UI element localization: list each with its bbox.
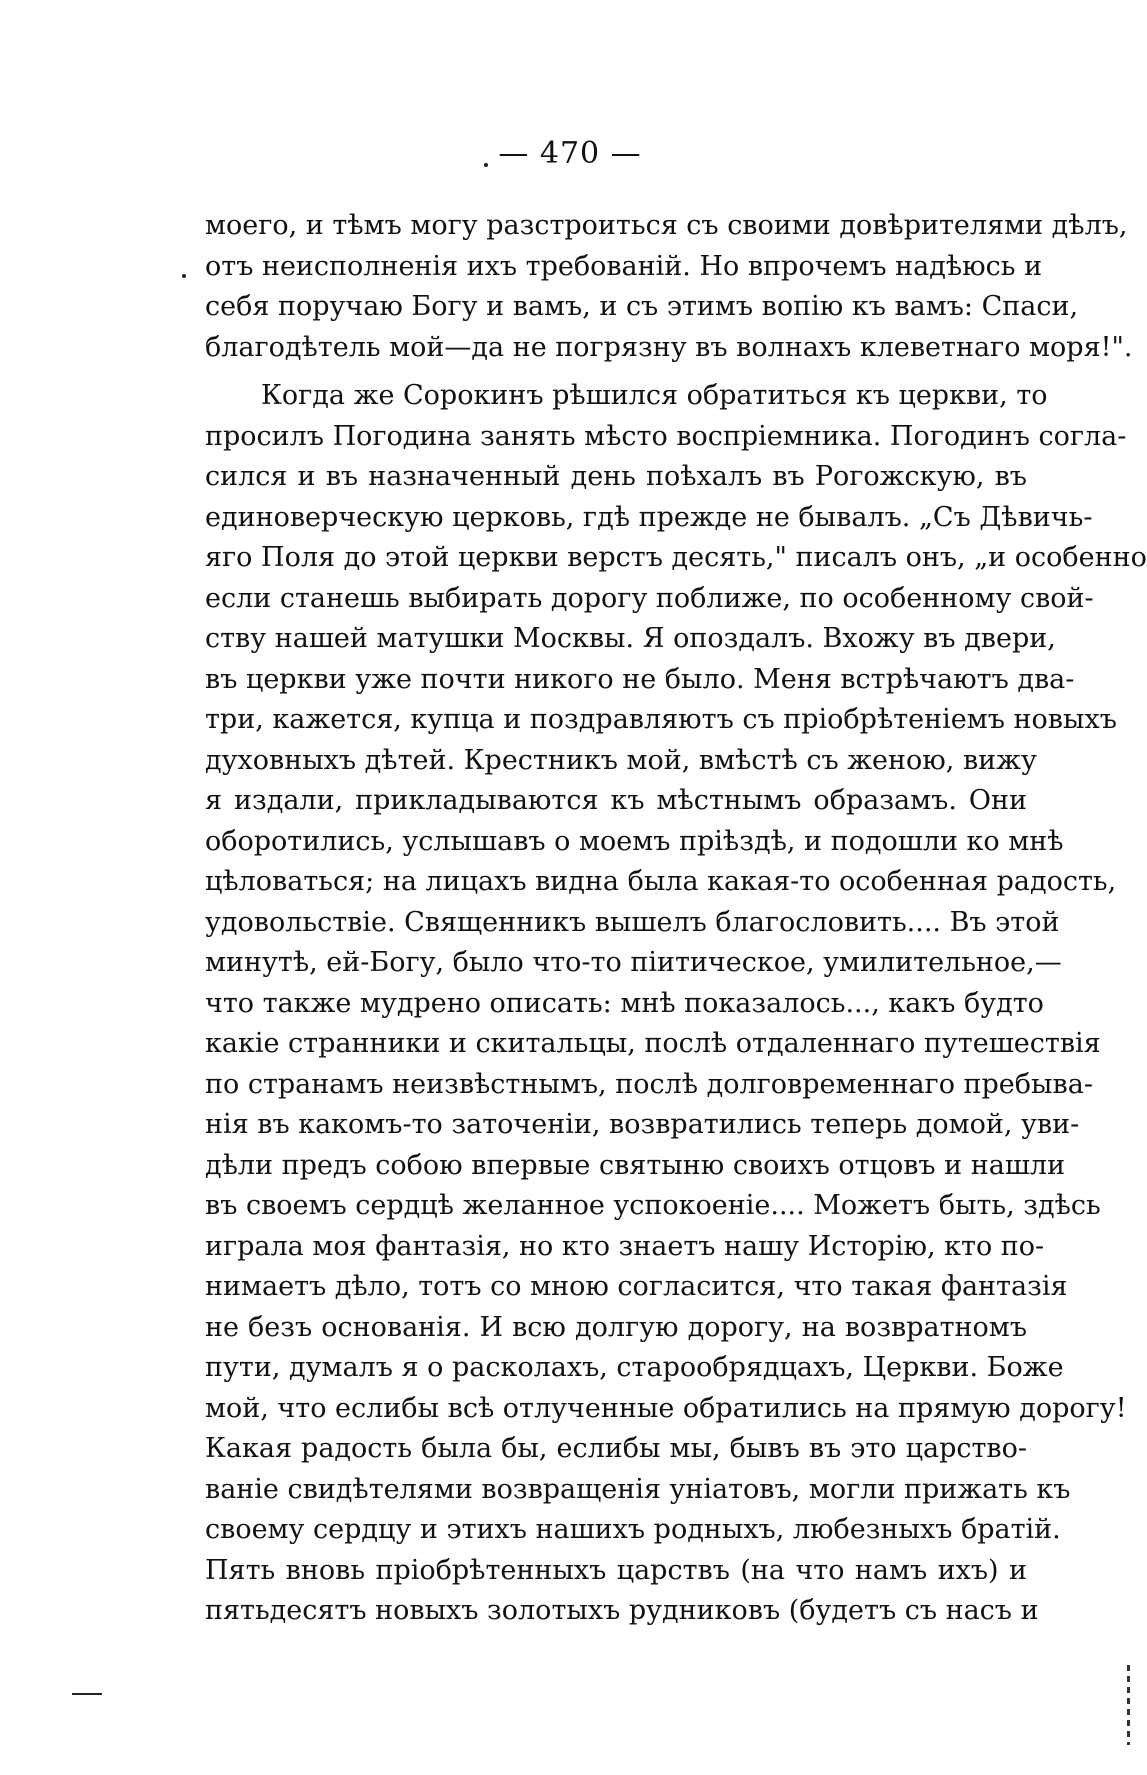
text-line: въ церкви уже почти никого не было. Меня встрѣчаютъ два- [205,663,1075,695]
text-line: сился и въ назначенный день поѣхалъ въ Рогожскую, въ [205,461,1027,492]
body-text [205,206,1147,1632]
text-line: ству нашей матушки Москвы. Я опоздалъ. Вхожу въ двери, [205,623,1056,654]
edge-binding-mark [1127,1665,1130,1745]
text-line: я издали, прикладываются къ мѣстнымъ образамъ. Они [205,785,1027,816]
text-line: дѣли предъ собою впервые святыню своихъ отцовъ и нашли [205,1149,1066,1181]
text-line: что также мудрено описать: мнѣ показалось..., какъ будто [205,987,1044,1019]
text-line: отъ неисполненія ихъ требованій. Но впрочемъ надѣюсь и [205,250,1043,282]
text-line: оборотились, услышавъ о моемъ пріѣздѣ, и подошли ко мнѣ [205,825,1064,857]
text-line: единоверческую церковь, гдѣ прежде не бывалъ. „Съ Дѣвичь- [205,501,1093,533]
text-line: пятьдесятъ новыхъ золотыхъ рудниковъ (будетъ съ насъ и [205,1595,1039,1626]
text-line: благодѣтель мой—да не погрязну въ волнахъ клеветнаго моря!". [205,331,1133,363]
text-line: нимаетъ дѣло, тотъ со мною согласится, что такая фантазія [205,1271,1068,1302]
text-line: ваніе свидѣтелями возвращенія уніатовъ, могли прижать къ [205,1473,1071,1505]
paragraph-gap [205,368,1027,376]
text-line: по странамъ неизвѣстнымъ, послѣ долговременнаго пребыва- [205,1068,1093,1100]
stray-dot-mark [182,274,186,278]
text-line: духовныхъ дѣтей. Крестникъ мой, вмѣстѣ съ женою, вижу [205,744,1037,776]
text-line: яго Поля до этой церкви верстъ десять," писалъ онъ, „и особенно [205,542,1147,573]
text-line: моего, и тѣмъ могу разстроиться съ своими довѣрителями дѣлъ, [205,210,1128,241]
text-line: своему сердцу и этихъ нашихъ родныхъ, любезныхъ братій. [205,1514,1061,1545]
text-line: просилъ Погодина занять мѣсто воспріемника. Погодинъ согла- [205,420,1127,452]
text-line: себя поручаю Богу и вамъ, и съ этимъ вопію къ вамъ: Спаси, [205,291,1079,322]
text-line: пути, думалъ я о расколахъ, старообрядцахъ, Церкви. Боже [205,1352,1064,1383]
text-line: Пять вновь пріобрѣтенныхъ царствъ (на что намъ ихъ) и [205,1554,1027,1586]
text-line: нія въ какомъ-то заточеніи, возвратились теперь домой, уви- [205,1109,1080,1140]
text-line: Когда же Сорокинъ рѣшился обратиться къ церкви, то [261,380,1048,411]
text-line: какіе странники и скитальцы, послѣ отдаленнаго путешествія [205,1028,1101,1059]
text-line: удовольствіе. Священникъ вышелъ благословить.... Въ этой [205,906,1060,938]
text-line: если станешь выбирать дорогу поближе, по особенному свой- [205,582,1094,614]
stray-dot-mark [484,163,488,167]
text-line: играла моя фантазія, но кто знаетъ нашу Исторію, кто по- [205,1230,1045,1262]
text-line: не безъ основанія. И всю долгую дорогу, на возвратномъ [205,1311,1027,1343]
text-line: цѣловаться; на лицахъ видна была какая-то особенная радость, [205,866,1117,897]
text-line: три, кажется, купца и поздравляютъ съ пріобрѣтеніемъ новыхъ [205,704,1117,735]
text-line: въ своемъ сердцѣ желанное успокоеніе.... Можетъ быть, здѣсь [205,1190,1101,1221]
page-number: — 470 — [498,136,642,171]
text-line: Какая радость была бы, еслибы мы, бывъ въ это царство- [205,1433,1027,1464]
text-line: мой, что еслибы всѣ отлученные обратились на прямую дорогу! [205,1392,1127,1424]
margin-dash-mark [72,1693,102,1695]
text-line: минутѣ, ей-Богу, было что-то піитическое, умилительное,— [205,947,1062,978]
